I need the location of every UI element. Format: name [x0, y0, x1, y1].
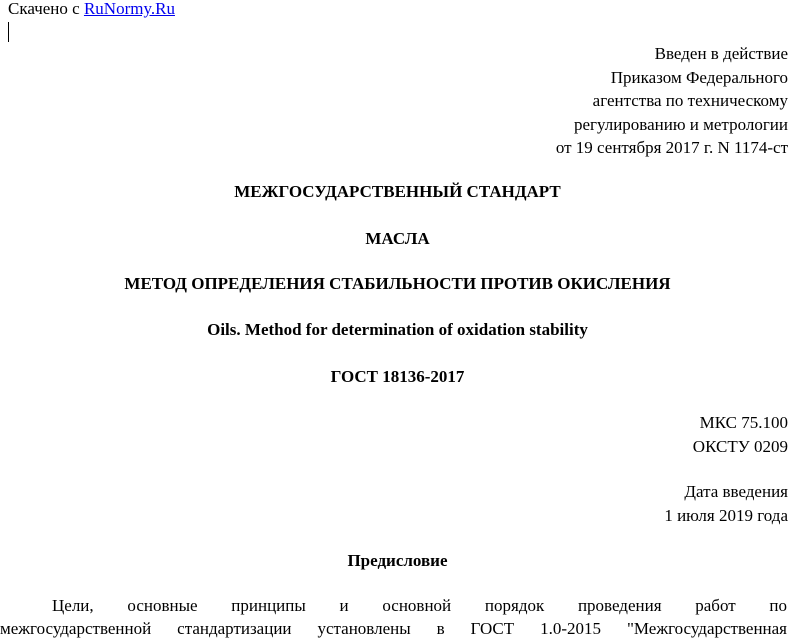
source-link[interactable]: RuNormy.Ru [83, 0, 175, 18]
text-cursor [8, 22, 9, 42]
preface-paragraph [0, 594, 787, 640]
introduction-date: 1 июля 2019 года [664, 505, 788, 525]
adoption-line: от 19 сентября 2017 г. N 1174-ст [555, 138, 788, 157]
standard-number: ГОСТ 18136-2017 [330, 367, 465, 386]
adoption-line: агентства по техническому [592, 91, 788, 110]
adoption-block [556, 42, 788, 160]
subject-title: МАСЛА [365, 229, 430, 248]
introduction-label: Дата введения [684, 482, 788, 501]
classification-block [693, 411, 788, 458]
source-prefix: Скачено с [8, 0, 84, 18]
method-title: МЕТОД ОПРЕДЕЛЕНИЯ СТАБИЛЬНОСТИ ПРОТИВ ОКИСЛЕНИЯ [124, 274, 671, 293]
interstate-standard-title: МЕЖГОСУДАРСТВЕННЫЙ СТАНДАРТ [234, 182, 561, 201]
adoption-line: Приказом Федерального [610, 67, 788, 87]
adoption-line: регулированию и метрологии [573, 114, 788, 134]
source-line [8, 0, 175, 20]
mks-code: МКС 75.100 [699, 413, 788, 432]
preface-line: Цели, основные принципы и основной порядок проведения работ по [52, 596, 787, 615]
preface-heading: Предисловие [347, 551, 448, 570]
english-title: Oils. Method for determination of oxidation stability [207, 320, 588, 339]
oksty-code: ОКСТУ 0209 [692, 436, 788, 456]
adoption-line: Введен в действие [654, 44, 788, 63]
introduction-date-block [664, 480, 788, 527]
preface-line: межгосударственной стандартизации установлены в ГОСТ 1.0-2015 "Межгосударственная [0, 619, 787, 638]
